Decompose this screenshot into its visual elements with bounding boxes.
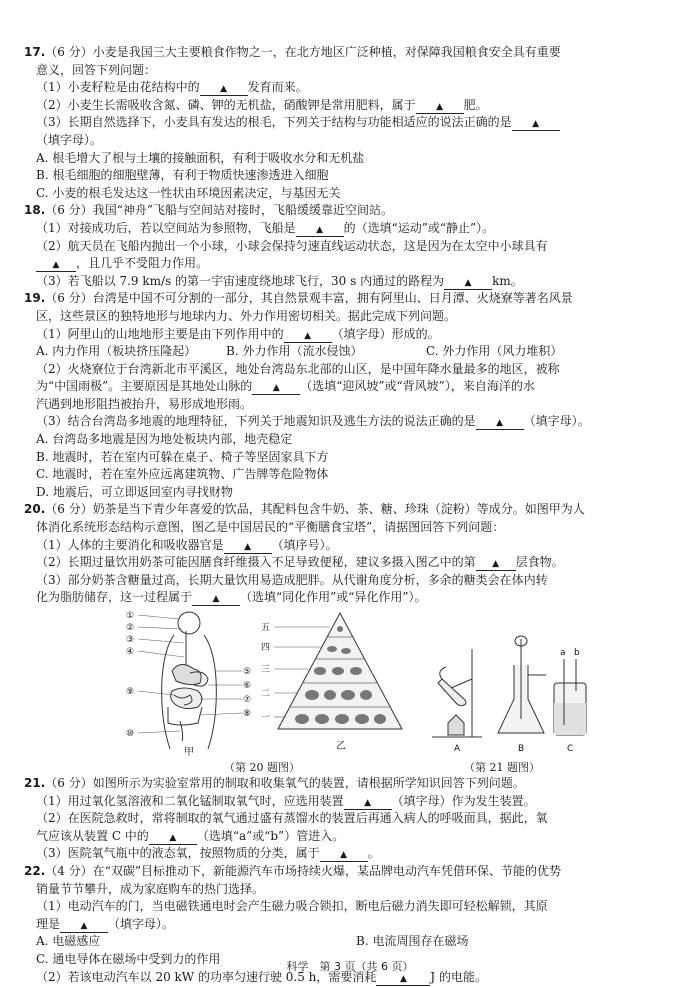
answer-blank[interactable]: ▲ — [192, 593, 240, 606]
pyramid-level-label: 三 — [261, 665, 271, 675]
answer-blank[interactable]: ▲ — [36, 259, 76, 272]
q20-part1: （1）人体的主要消化和吸收器官是 — [36, 537, 224, 552]
q21-number: 21. — [24, 776, 46, 790]
q17-stem: （6 分）小麦是我国三大主要粮食作物之一，在北方地区广泛种植，对保障我国粮食安全具有重要 — [45, 45, 561, 59]
q20-stem-cont: 体消化系统形态结构示意图，图乙是中国居民的“平衡膳食宝塔”，请据图回答下列问题： — [36, 520, 505, 535]
q18-part1: （1）对接成功后，若以空间站为参照物，飞船是 — [36, 220, 296, 235]
q22-stem-cont: 销量节节攀升，成为家庭购车的热门选择。 — [36, 881, 265, 896]
q21-part3: （3）医院氧气瓶中的液态氧，按照物质的分类，属于 — [36, 846, 320, 861]
answer-blank[interactable]: ▲ — [416, 101, 464, 114]
q18-part3-end: km。 — [492, 273, 523, 288]
q20-number: 20. — [24, 502, 46, 517]
q19-part3-end: （填字母）。 — [523, 414, 590, 429]
q20-part3: （3）部分奶茶含糖量过高，长期大量饮用易造成肥胖。从代谢角度分析，多余的糖类会在体内转 — [36, 572, 548, 587]
q17-part3-end: （填字母）。 — [36, 132, 103, 147]
q19-part2-cont: 为“中国雨极”。主要原因是其地处山脉的 — [36, 379, 253, 394]
answer-blank[interactable]: ▲ — [296, 224, 344, 237]
questions — [24, 44, 678, 986]
question-20 — [24, 501, 678, 607]
q18-part1-end: 的（选填“运动”或“静止”）。 — [343, 220, 495, 235]
q22-part1: （1）电动汽车的门，当电磁铁通电时会产生磁力吸合锁扣，断电后磁力消失即可轻松解锁，其原 — [36, 899, 548, 914]
pyramid-level-label: 一 — [261, 713, 271, 723]
answer-blank[interactable]: ▲ — [476, 417, 524, 430]
q19-stem: （6 分）台湾是中国不可分割的一部分，其自然景观丰富，拥有阿里山、日月潭、火烧寮等著名风景 — [45, 291, 573, 306]
organ-label: ⑩ — [126, 729, 135, 739]
q19-number: 19. — [24, 291, 46, 306]
organ-label: ⑥ — [243, 681, 252, 691]
q21-part1-end: （填字母）作为发生装置。 — [391, 793, 536, 808]
q18-part2: （2）航天员在飞船内抛出一个小球，小球会保持匀速直线运动状态，这是因为在太空中小球具有 — [36, 238, 548, 253]
q20-part3-end: （选填“同化作用”或“异化作用”）。 — [240, 590, 427, 605]
q22-part1-end: （填字母）。 — [108, 916, 175, 931]
figure-label-jia: 甲 — [184, 747, 194, 757]
tube-label-b: b — [574, 648, 580, 658]
lab-apparatus-figure — [424, 619, 594, 757]
q17-part1-end: 发育而来。 — [247, 80, 308, 95]
answer-blank[interactable]: ▲ — [376, 973, 430, 986]
q22-number: 22. — [24, 863, 46, 878]
caption-figure-21: （第 21 题图） — [464, 761, 540, 774]
answer-blank[interactable]: ▲ — [512, 118, 560, 131]
q21-part2: （2）在医院急救时，常将制取的氧气通过盛有蒸馏水的装置后再通入病人的呼吸面具，据此，氧 — [36, 811, 548, 826]
organ-label: ⑧ — [243, 709, 252, 719]
answer-blank[interactable]: ▲ — [444, 277, 492, 290]
q22-option-c: C. 通电导体在磁场中受到力的作用 — [36, 951, 221, 966]
q17-part2: （2）小麦生长需吸收含氮、磷、钾的无机盐，硝酸钾是常用肥料，属于 — [36, 97, 416, 112]
caption-figure-20: （第 20 题图） — [224, 761, 300, 774]
pyramid-level-label: 五 — [261, 623, 271, 633]
q19-part2: （2）火烧寮位于台湾新北市平溪区，地处台湾岛东北部的山区，是中国年降水量最多的地区，被称 — [36, 361, 560, 376]
q18-part2-end: ，且几乎不受阻力作用。 — [76, 256, 209, 271]
q18-part3: （3）若飞船以 7.9 km/s 的第一宇宙速度绕地球飞行，30 s 内通过的路程为 — [36, 273, 445, 288]
q19-part3: （3）结合台湾岛多地震的地理特征，下列关于地震知识及逃生方法的说法正确的是 — [36, 414, 476, 429]
pyramid-level-label: 四 — [261, 643, 271, 653]
food-pyramid-figure — [260, 609, 410, 757]
answer-blank[interactable]: ▲ — [284, 330, 332, 343]
q21-part2-end: （选填“a”或“b”）管进入。 — [196, 828, 345, 843]
q19-p3-option-c: C. 地震时，若在室外应远离建筑物、广告牌等危险物体 — [36, 467, 329, 482]
organ-label: ④ — [126, 647, 135, 657]
question-21 — [24, 775, 678, 863]
q19-stem-cont: 区，这些景区的独特地形与地球内力、外力作用密切相关。据此完成下列问题。 — [36, 308, 457, 323]
digestive-system-figure — [124, 609, 254, 757]
organ-label: ⑦ — [243, 695, 252, 705]
q19-part1-end: （填字母）形成的。 — [331, 326, 440, 341]
q21-part1: （1）用过氧化氢溶液和二氧化锰制取氧气时，应选用装置 — [36, 793, 344, 808]
q22-option-b: B. 电流周围存在磁场 — [356, 934, 469, 949]
q22-option-a: A. 电磁感应 — [36, 934, 101, 949]
q17-part1: （1）小麦籽粒是由花结构中的 — [36, 80, 200, 95]
answer-blank[interactable]: ▲ — [252, 382, 300, 395]
q19-part2-cont2: （选填“迎风坡”或“背风坡”），来自海洋的水 — [300, 379, 535, 394]
q19-part1: （1）阿里山的山地地形主要是由下列作用中的 — [36, 326, 284, 341]
q20-part1-end: （填序号）。 — [271, 537, 338, 552]
q17-stem-cont: 意义，回答下列问题： — [36, 62, 157, 77]
q17-option-c: C. 小麦的根毛发达这一性状由环境因素决定，与基因无关 — [36, 185, 341, 200]
q17-part2-end: 肥。 — [463, 97, 488, 112]
answer-blank[interactable]: ▲ — [149, 832, 197, 845]
q20-part2-end: 层食物。 — [515, 555, 564, 570]
figure-label-yi: 乙 — [336, 741, 346, 752]
answer-blank[interactable]: ▲ — [476, 558, 516, 571]
answer-blank[interactable]: ▲ — [320, 849, 368, 862]
q19-part2-end: 汽遇到地形阻挡被抬升，易形成地形雨。 — [36, 396, 253, 411]
q21-stem: （6 分）如图所示为实验室常用的制取和收集氧气的装置，请根据所学知识回答下列问题。 — [45, 776, 525, 790]
q19-option-b: B. 外力作用（流水侵蚀） — [226, 344, 363, 359]
q20-part2: （2）长期过量饮用奶茶可能因膳食纤维摄入不足导致便秘，建议多摄入图乙中的第 — [36, 555, 476, 570]
answer-blank[interactable]: ▲ — [344, 797, 392, 810]
question-19 — [24, 290, 678, 501]
q20-stem: （6 分）奶茶是当下青少年喜爱的饮品，其配料包含牛奶、茶、糖、珍珠（淀粉）等成分。如图甲为人 — [45, 502, 585, 517]
q19-p3-option-a: A. 台湾岛多地震是因为地处板块内部，地壳稳定 — [36, 432, 293, 447]
q19-option-c: C. 外力作用（风力堆积） — [426, 344, 563, 359]
q17-part3: （3）长期自然选择下，小麦具有发达的根毛，下列关于结构与功能相适应的说法正确的是 — [36, 115, 512, 130]
answer-blank[interactable]: ▲ — [60, 920, 108, 933]
q17-number: 17. — [24, 45, 46, 59]
tube-label-a: a — [560, 648, 566, 658]
figure-captions — [24, 759, 678, 775]
page-footer: 科学 第 3 页（共 6 页） — [286, 960, 414, 973]
q19-p3-option-d: D. 地震后，可立即返回室内寻找财物 — [36, 484, 233, 499]
organ-label: ② — [126, 623, 135, 633]
answer-blank[interactable]: ▲ — [200, 83, 248, 96]
q21-part2-cont: 气应该从装置 C 中的 — [36, 828, 149, 843]
device-label-a: A — [454, 744, 461, 754]
q18-stem: （6 分）我国“神舟”飞船与空间站对接时，飞船缓缓靠近空间站。 — [45, 203, 393, 218]
pyramid-level-label: 二 — [261, 689, 271, 699]
q21-part3-end: 。 — [367, 846, 380, 861]
q22-part1-cont: 理是 — [36, 916, 61, 931]
q20-part3-cont: 化为脂肪储存，这一过程属于 — [36, 590, 193, 605]
q18-number: 18. — [24, 203, 46, 218]
q17-option-b: B. 根毛细胞的细胞壁薄，有利于物质快速渗透进入细胞 — [36, 168, 329, 183]
organ-label: ⑤ — [243, 667, 252, 677]
organ-label: ③ — [126, 635, 135, 645]
device-label-c: C — [567, 744, 574, 754]
q22-part2: （2）若该电动汽车以 20 kW 的功率匀速行驶 0.5 h，需要消耗 — [36, 969, 377, 984]
q19-option-a: A. 内力作用（板块挤压隆起） — [36, 344, 197, 359]
q19-p3-option-b: B. 地震时，若在室内可躲在桌子、椅子等坚固家具下方 — [36, 449, 329, 464]
figures-area — [24, 609, 678, 759]
answer-blank[interactable]: ▲ — [224, 541, 272, 554]
q17-option-a: A. 根毛增大了根与土壤的接触面积，有利于吸收水分和无机盐 — [36, 150, 365, 165]
organ-label: ① — [126, 611, 135, 621]
organ-label: ⑨ — [126, 687, 135, 697]
question-17 — [24, 44, 678, 202]
q22-part2-end: J 的电能。 — [430, 969, 488, 984]
question-18 — [24, 202, 678, 290]
q22-stem: （4 分）在“双碳”目标推动下，新能源汽车市场持续火爆，某品牌电动汽车凭借环保、节能的优势 — [45, 863, 561, 878]
device-label-b: B — [518, 744, 525, 754]
